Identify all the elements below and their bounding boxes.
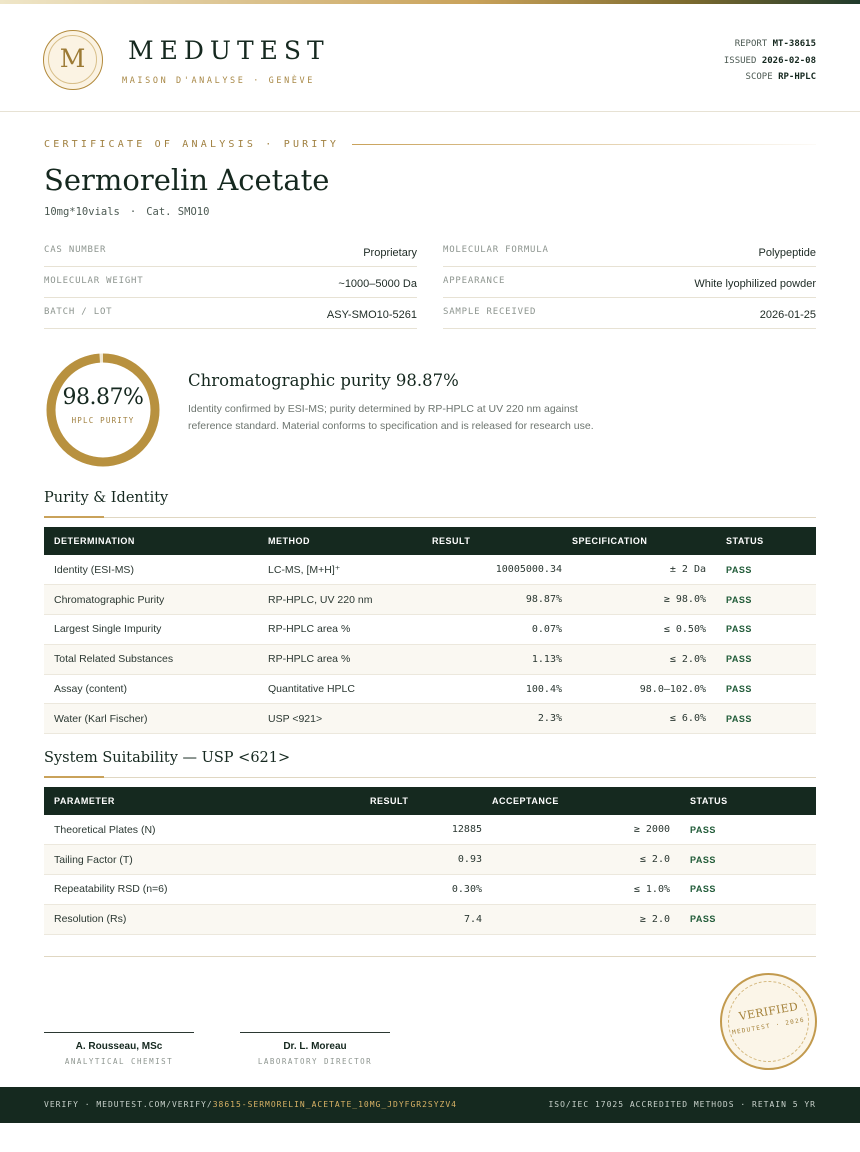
status-badge: PASS	[716, 615, 816, 645]
status-badge: PASS	[716, 585, 816, 615]
stamp-subtext: MEDUTEST · 2026	[731, 1016, 806, 1037]
determination-cell: Identity (ESI-MS)	[44, 555, 258, 585]
property-value: Polypeptide	[758, 247, 816, 259]
property-value: ~1000–5000 Da	[338, 278, 417, 290]
property-row	[44, 298, 417, 329]
signature-divider	[44, 956, 816, 957]
method-cell: Quantitative HPLC	[258, 674, 432, 704]
property-key: APPEARANCE	[443, 276, 506, 286]
determination-cell: Assay (content)	[44, 674, 258, 704]
column-header: ACCEPTANCE	[492, 796, 559, 806]
property-row	[443, 236, 816, 267]
subline-separator: ·	[129, 206, 137, 218]
parameter-cell: Tailing Factor (T)	[44, 845, 360, 875]
certificate-label: CERTIFICATE OF ANALYSIS · PURITY	[44, 139, 340, 150]
parameter-cell: Theoretical Plates (N)	[44, 815, 360, 845]
section-title-system-suitability: System Suitability — USP <621>	[44, 750, 291, 766]
signature-line	[44, 1032, 194, 1033]
property-row	[44, 236, 417, 267]
report-number: MT-38615	[772, 39, 816, 49]
section-rule	[44, 517, 816, 518]
purity-ring	[45, 352, 161, 468]
signatory-title: ANALYTICAL CHEMIST	[64, 1057, 174, 1066]
result-cell: 1.13%	[432, 644, 572, 674]
property-value: ASY-SMO10-5261	[326, 309, 417, 321]
property-key: MOLECULAR FORMULA	[443, 245, 549, 255]
scope-value: RP-HPLC	[778, 72, 816, 82]
method-cell: USP <921>	[258, 704, 432, 734]
specification-cell: ≤ 0.50%	[572, 615, 716, 645]
verify-link[interactable]: 38615-SERMORELIN_ACETATE_10MG_JDYFGR2SYZV4	[212, 1100, 457, 1109]
purity-value: 98.87%	[62, 385, 144, 410]
signature-line	[240, 1032, 390, 1033]
system-suitability-table	[44, 787, 816, 935]
method-cell: RP-HPLC, UV 220 nm	[258, 585, 432, 615]
section-accent	[44, 516, 104, 518]
status-badge: PASS	[680, 904, 816, 934]
column-header: RESULT	[432, 536, 471, 546]
table-header-row	[44, 527, 816, 555]
scope-row	[724, 69, 816, 86]
specification-cell: ≤ 6.0%	[572, 704, 716, 734]
status-badge: PASS	[680, 815, 816, 845]
stamp-text: VERIFIED	[737, 999, 800, 1024]
accreditation-note: ISO/IEC 17025 ACCREDITED METHODS · RETAIN 5 YR	[548, 1100, 816, 1109]
issued-date: 2026-02-08	[761, 55, 816, 66]
table-row	[44, 555, 816, 585]
column-header: RESULT	[370, 796, 409, 806]
acceptance-cell: ≤ 2.0	[492, 845, 680, 875]
table-row	[44, 845, 816, 875]
logo-letter: M	[48, 35, 97, 84]
brand-name: MEDUTEST	[128, 36, 330, 65]
property-value: White lyophilized powder	[694, 278, 816, 290]
product-name: Sermorelin Acetate	[44, 163, 330, 197]
purity-summary-title: Chromatographic purity 98.87%	[188, 371, 459, 390]
specification-cell: 98.0–102.0%	[572, 674, 716, 704]
product-spec: 10mg*10vials	[44, 206, 120, 218]
issued-row	[724, 53, 816, 70]
table-row	[44, 615, 816, 645]
property-value: 2026-01-25	[759, 309, 816, 321]
column-header: METHOD	[268, 536, 310, 546]
signatory-name: Dr. L. Moreau	[283, 1041, 347, 1052]
scope-label: SCOPE	[745, 72, 773, 82]
purity-label: HPLC PURITY	[71, 416, 135, 425]
column-header: DETERMINATION	[54, 536, 135, 546]
result-cell: 98.87%	[432, 585, 572, 615]
table-row	[44, 644, 816, 674]
section-title-purity-identity: Purity & Identity	[44, 490, 169, 506]
acceptance-cell: ≥ 2000	[492, 815, 680, 845]
determination-cell: Largest Single Impurity	[44, 615, 258, 645]
table-row	[44, 704, 816, 734]
purity-identity-table	[44, 527, 816, 734]
product-subline	[44, 206, 209, 218]
purity-summary-text: Identity confirmed by ESI-MS; purity determined by RP-HPLC at UV 220 nm against reference standard. Material conforms to specification and is released for research use.	[188, 403, 594, 432]
signatory-name: A. Rousseau, MSc	[75, 1041, 163, 1052]
method-cell: LC-MS, [M+H]⁺	[258, 555, 432, 585]
section-accent	[44, 776, 104, 778]
report-number-row	[724, 36, 816, 53]
column-header: SPECIFICATION	[572, 536, 648, 546]
column-header: STATUS	[726, 536, 764, 546]
determination-cell: Total Related Substances	[44, 644, 258, 674]
properties-left	[44, 236, 417, 329]
verified-stamp	[720, 973, 817, 1070]
property-row	[443, 267, 816, 298]
result-cell: 2.3%	[432, 704, 572, 734]
certificate-label-rule	[352, 144, 816, 145]
issued-label: ISSUED	[723, 55, 757, 66]
property-key: CAS NUMBER	[44, 245, 107, 255]
table-row	[44, 585, 816, 615]
signatory-title: LABORATORY DIRECTOR	[257, 1057, 373, 1066]
property-key: BATCH / LOT	[44, 307, 113, 317]
status-badge: PASS	[716, 674, 816, 704]
brand-tagline: MAISON D'ANALYSE · GENÈVE	[122, 76, 315, 86]
status-badge: PASS	[716, 555, 816, 585]
property-key: MOLECULAR WEIGHT	[44, 276, 144, 286]
table-row	[44, 875, 816, 905]
table-header-row	[44, 787, 816, 815]
method-cell: RP-HPLC area %	[258, 644, 432, 674]
table-row	[44, 904, 816, 934]
report-header	[0, 4, 860, 112]
table-row	[44, 674, 816, 704]
specification-cell: ± 2 Da	[572, 555, 716, 585]
specification-cell: ≥ 98.0%	[572, 585, 716, 615]
determination-cell: Chromatographic Purity	[44, 585, 258, 615]
specification-cell: ≤ 2.0%	[572, 644, 716, 674]
parameter-cell: Resolution (Rs)	[44, 904, 360, 934]
catalog-number: Cat. SMO10	[146, 206, 210, 218]
column-header: STATUS	[690, 796, 728, 806]
property-key: SAMPLE RECEIVED	[443, 307, 537, 317]
column-header: PARAMETER	[54, 796, 115, 806]
method-cell: RP-HPLC area %	[258, 615, 432, 645]
property-value: Proprietary	[363, 247, 417, 259]
report-label: REPORT	[734, 39, 768, 49]
result-cell: 0.30%	[360, 875, 492, 905]
result-cell: 0.07%	[432, 615, 572, 645]
property-row	[443, 298, 816, 329]
determination-cell: Water (Karl Fischer)	[44, 704, 258, 734]
result-cell: 100.4%	[432, 674, 572, 704]
signature-block	[240, 1032, 390, 1066]
status-badge: PASS	[716, 704, 816, 734]
acceptance-cell: ≤ 1.0%	[492, 875, 680, 905]
table-row	[44, 815, 816, 845]
purity-ring-fill	[51, 358, 155, 462]
result-cell: 10005000.34	[432, 555, 572, 585]
result-cell: 7.4	[360, 904, 492, 934]
verify-prefix: VERIFY · MEDUTEST.COM/VERIFY/	[44, 1100, 213, 1109]
footer-bar	[0, 1087, 860, 1123]
parameter-cell: Repeatability RSD (n=6)	[44, 875, 360, 905]
properties-right	[443, 236, 816, 329]
verify-line	[44, 1100, 457, 1109]
result-cell: 0.93	[360, 845, 492, 875]
section-rule	[44, 777, 816, 778]
property-row	[44, 267, 417, 298]
status-badge: PASS	[716, 644, 816, 674]
result-cell: 12885	[360, 815, 492, 845]
status-badge: PASS	[680, 845, 816, 875]
report-meta	[724, 36, 816, 86]
acceptance-cell: ≥ 2.0	[492, 904, 680, 934]
status-badge: PASS	[680, 875, 816, 905]
logo	[43, 30, 103, 90]
signature-block	[44, 1032, 194, 1066]
